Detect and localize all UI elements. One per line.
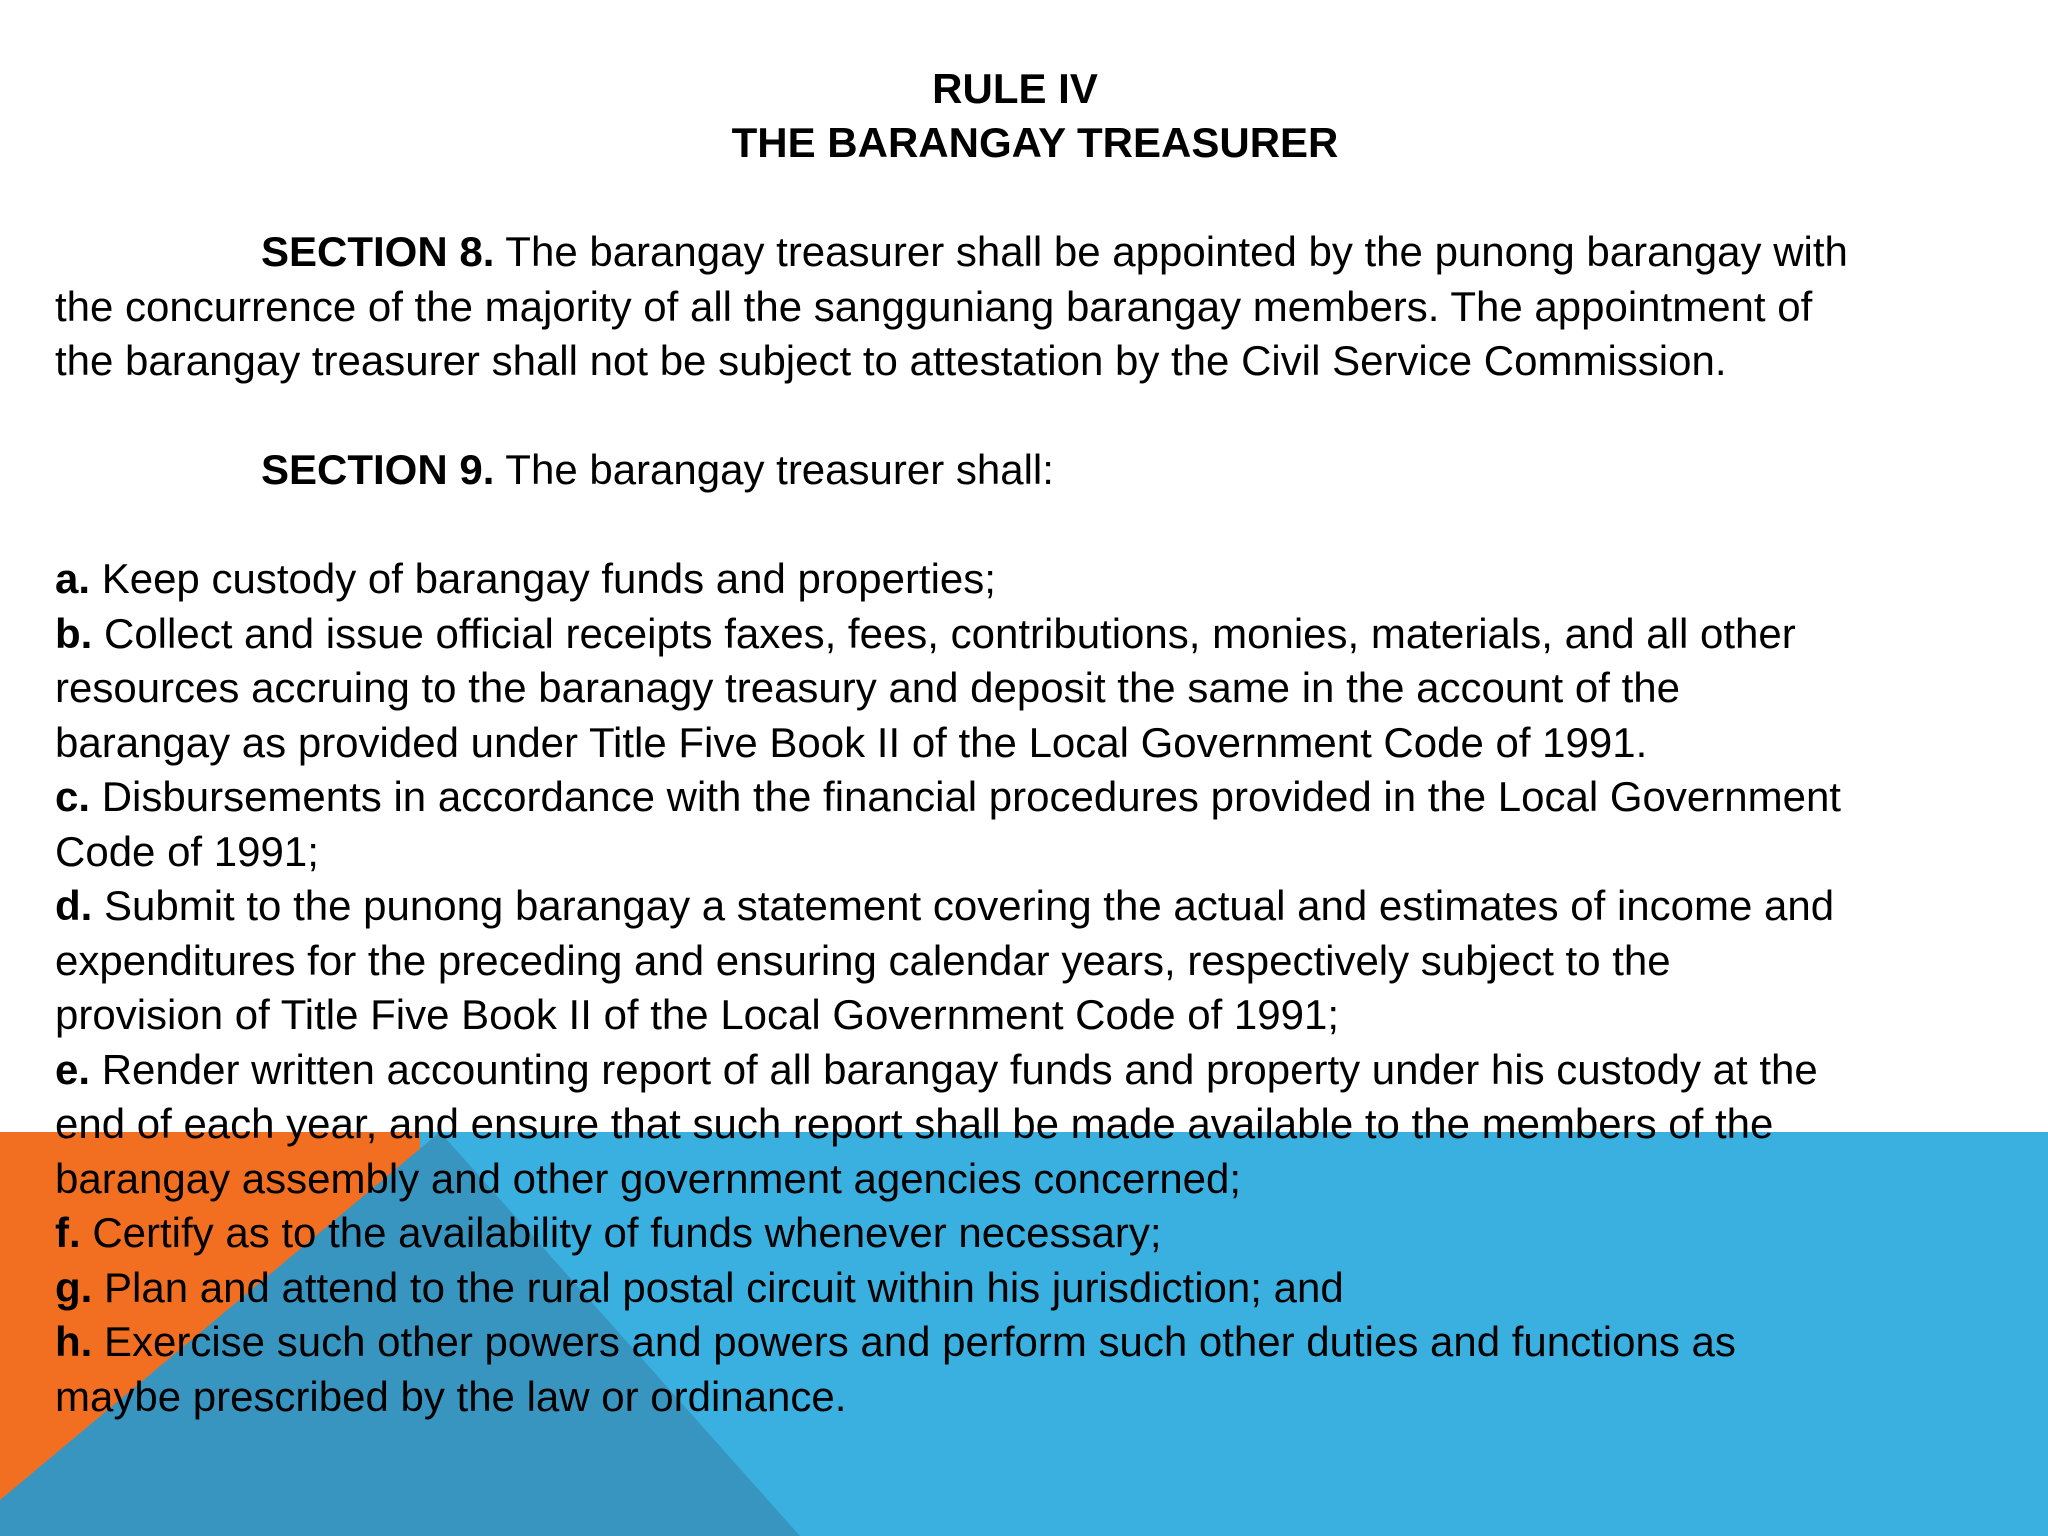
section-8-paragraph — [55, 225, 2015, 389]
rule-number-heading: RULE IV — [932, 65, 1098, 112]
list-item-c-letter: c. — [55, 773, 91, 820]
list-item-e-letter: e. — [55, 1045, 91, 1093]
list-item-g-letter: g. — [55, 1263, 93, 1311]
section-8-label: SECTION 8. — [261, 228, 495, 275]
section-9-intro — [55, 443, 2015, 498]
list-item-b-cont-2: barangay as provided under Title Five Book II of the Local Government Code of 1991. — [55, 718, 1648, 766]
list-item-e-text: Render written accounting report of all barangay funds and property under his custody at the — [90, 1045, 1818, 1093]
section-9-list — [55, 552, 2015, 1424]
list-item-c-text: Disbursements in accordance with the financial procedures provided in the Local Government — [90, 773, 1841, 820]
list-item-e — [55, 1043, 2015, 1098]
list-item-b-letter: b. — [55, 609, 93, 657]
list-item-d-cont-2: provision of Title Five Book II of the Local Government Code of 1991; — [55, 991, 1340, 1038]
list-item-d-cont-1: expenditures for the preceding and ensuring calendar years, respectively subject to the — [55, 936, 1671, 984]
section-9-intro-text: The barangay treasurer shall: — [494, 446, 1054, 493]
list-item-a-letter: a. — [55, 555, 91, 602]
slide-content — [55, 0, 2015, 1536]
section-8-text: The barangay treasurer shall be appointed by the punong barangay with — [494, 228, 1848, 275]
list-item-e-cont-1: end of each year, and ensure that such report shall be made available to the members of the — [55, 1100, 1774, 1147]
rule-title-heading: THE BARANGAY TREASURER — [731, 119, 1339, 166]
list-item-b — [55, 607, 2015, 662]
list-item-e-cont-2: barangay assembly and other government agencies concerned; — [55, 1154, 1242, 1202]
list-item-b-cont-1: resources accruing to the baranagy treasury and deposit the same in the account of the — [55, 664, 1680, 711]
list-item-d — [55, 879, 2015, 934]
section-8-line-1 — [55, 225, 2015, 280]
section-8-line-2: the concurrence of the majority of all the sangguniang barangay members. The appointment of — [55, 282, 1813, 330]
list-item-c — [55, 770, 2015, 825]
section-8-line-3: the barangay treasurer shall not be subject to attestation by the Civil Service Commission. — [55, 337, 1727, 384]
list-item-h — [55, 1315, 2015, 1370]
list-item-b-text: Collect and issue official receipts faxes, fees, contributions, monies, materials, and all other — [92, 609, 1796, 657]
list-item-g-text: Plan and attend to the rural postal circuit within his jurisdiction; and — [92, 1263, 1344, 1311]
list-item-f-letter: f. — [55, 1209, 81, 1256]
list-item-g — [55, 1261, 2015, 1316]
list-item-f — [55, 1206, 2015, 1261]
list-item-h-letter: h. — [55, 1318, 93, 1365]
list-item-h-text: Exercise such other powers and powers and perform such other duties and functions as — [92, 1318, 1736, 1365]
list-item-a-text: Keep custody of barangay funds and properties; — [90, 555, 996, 602]
list-item-h-cont-1: maybe prescribed by the law or ordinance. — [55, 1372, 847, 1420]
list-item-d-text: Submit to the punong barangay a statement covering the actual and estimates of income and — [92, 882, 1835, 929]
section-9-line — [55, 443, 2015, 498]
list-item-a — [55, 552, 2015, 607]
section-9-label: SECTION 9. — [261, 446, 495, 493]
list-item-f-text: Certify as to the availability of funds whenever necessary; — [80, 1209, 1162, 1256]
list-item-c-cont-1: Code of 1991; — [55, 827, 319, 875]
list-item-d-letter: d. — [55, 882, 93, 929]
